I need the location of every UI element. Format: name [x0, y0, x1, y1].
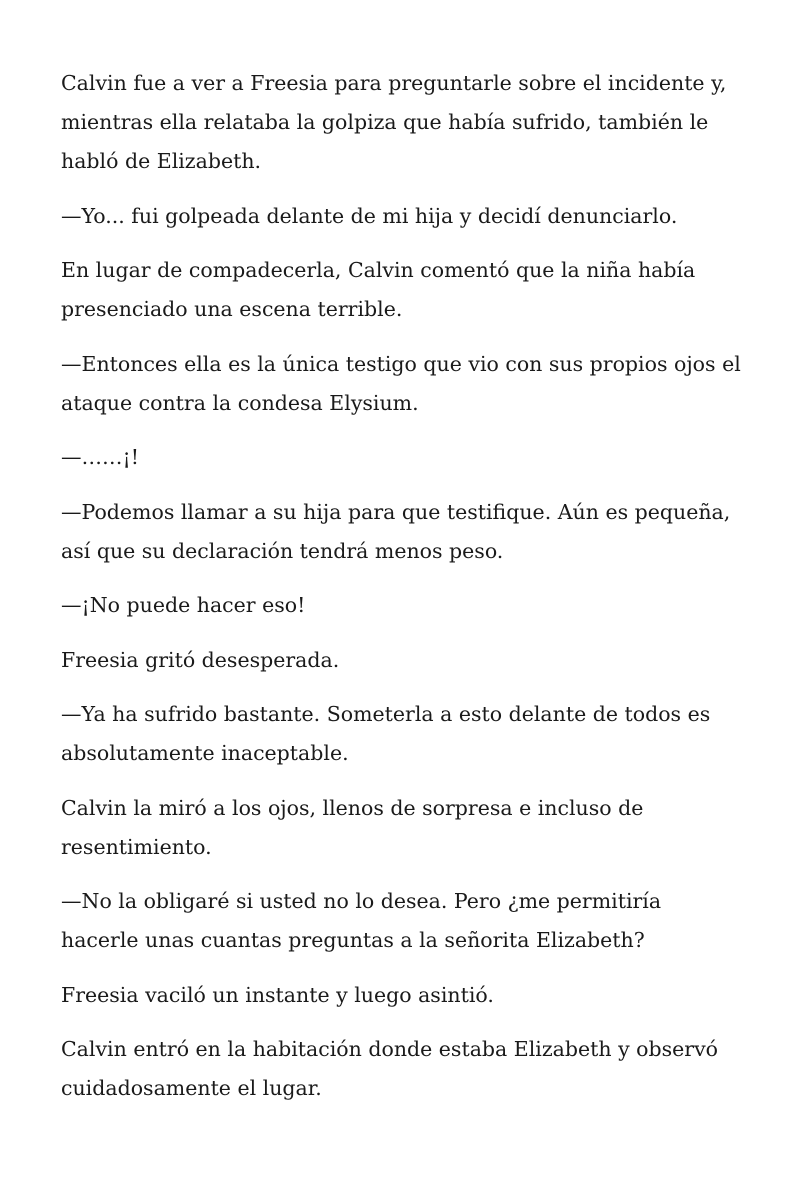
- paragraph: —……¡!: [61, 445, 139, 469]
- paragraph: Freesia gritó desesperada.: [61, 647, 340, 672]
- paragraph: En lugar de compadecerla, Calvin comentó que la niña había presenciado una escena terrible.: [61, 258, 696, 321]
- paragraph: Calvin fue a ver a Freesia para preguntarle sobre el incidente y, mientras ella relataba la golpiza que había sufrido, también le habló de Elizabeth.: [61, 71, 727, 173]
- reading-page: [61, 64, 741, 1124]
- paragraph: —Podemos llamar a su hija para que testifique. Aún es pequeña, así que su declaración tendrá menos peso.: [61, 499, 731, 563]
- paragraph: Calvin la miró a los ojos, llenos de sorpresa e incluso de resentimiento.: [61, 795, 644, 859]
- paragraph: —Yo... fui golpeada delante de mi hija y decidí denunciarlo.: [61, 203, 678, 228]
- paragraph: —Entonces ella es la única testigo que vio con sus propios ojos el ataque contra la condesa Elysium.: [61, 351, 741, 415]
- paragraph: —¡No puede hacer eso!: [61, 593, 306, 617]
- paragraph: Calvin entró en la habitación donde estaba Elizabeth y observó cuidadosamente el lugar.: [61, 1037, 719, 1100]
- paragraph: —No la obligaré si usted no lo desea. Pero ¿me permitiría hacerle unas cuantas preguntas a la señorita Elizabeth?: [61, 889, 662, 952]
- paragraph: —Ya ha sufrido bastante. Someterla a esto delante de todos es absolutamente inaceptable.: [61, 702, 711, 765]
- paragraph: Freesia vaciló un instante y luego asintió.: [61, 982, 494, 1007]
